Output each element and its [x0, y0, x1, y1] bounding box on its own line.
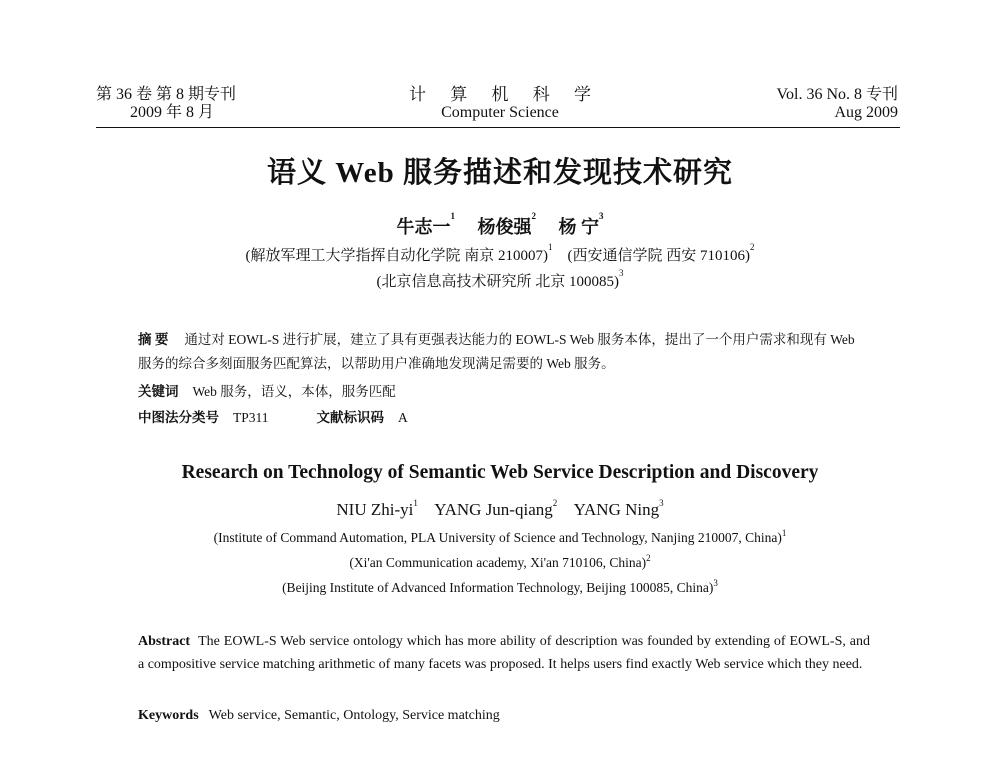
affiliation-cn: (北京信息高技术研究所 北京 100085)	[376, 274, 619, 290]
author-name: 杨 宁	[558, 217, 599, 237]
abstract-cn-label: 摘 要	[138, 332, 169, 347]
affil-mark: 1	[781, 528, 787, 538]
affil-mark: 3	[713, 578, 718, 588]
affiliations-cn-line2	[0, 270, 1000, 291]
abstract-en-label: Abstract	[138, 634, 191, 649]
keywords-en-text: Web service, Semantic, Ontology, Service matching	[208, 708, 500, 723]
affil-mark: 3	[619, 268, 624, 278]
header-date-en: Aug 2009	[834, 104, 898, 121]
keywords-en	[138, 708, 500, 724]
affiliation-en-text: (Institute of Command Automation, PLA University of Science and Technology, Nanjing 210007, China)	[213, 530, 782, 545]
author-name: 杨俊强	[477, 217, 532, 237]
affiliation-cn: (解放军理工大学指挥自动化学院 南京 210007)	[245, 248, 548, 264]
author-name: 牛志一	[396, 217, 451, 237]
affil-mark: 1	[548, 242, 553, 252]
affiliation-en	[0, 580, 1000, 596]
author-affil-mark: 1	[413, 498, 418, 508]
document-code-label: 文献标识码	[316, 410, 385, 425]
document-code: A	[398, 410, 408, 425]
header-rule	[96, 127, 900, 128]
header-journal-cn: 计 算 机 科 学	[409, 85, 601, 104]
author-affil-mark: 2	[531, 211, 536, 221]
author-affil-mark: 2	[552, 498, 558, 508]
author-name: YANG Ning	[573, 500, 660, 519]
affiliation-en-text: (Beijing Institute of Advanced Information Technology, Beijing 100085, China)	[282, 580, 714, 595]
author-name: YANG Jun-qiang	[434, 500, 553, 519]
affiliation-en	[0, 530, 1000, 546]
paper-title-en: Research on Technology of Semantic Web Service Description and Discovery	[181, 462, 819, 483]
classification-cn	[138, 406, 408, 426]
affiliation-cn: (西安通信学院 西安 710106)	[567, 248, 750, 264]
keywords-cn-label: 关键词	[138, 384, 179, 399]
abstract-cn-text: 通过对 EOWL-S 进行扩展，建立了具有更强表达能力的 EOWL-S Web 服务本体，提出了一个用户需求和现有 Web 服务的综合多刻面服务匹配算法，以帮助用户准确地发现满足需要的 Web 服务。	[138, 332, 855, 371]
abstract-en	[138, 630, 870, 676]
classification-label: 中图法分类号	[138, 410, 219, 425]
affil-mark: 2	[646, 553, 651, 563]
keywords-en-label: Keywords	[138, 708, 199, 723]
affiliation-en	[0, 555, 1000, 571]
author-affil-mark: 3	[599, 211, 604, 221]
author-affil-mark: 1	[450, 211, 455, 221]
affil-mark: 2	[750, 242, 755, 252]
header-volume-info-en	[777, 86, 899, 122]
header-volume-en: Vol. 36 No. 8 专刊	[776, 86, 898, 103]
author-affil-mark: 3	[659, 498, 664, 508]
abstract-cn	[138, 328, 870, 376]
classification-code: TP311	[233, 410, 269, 425]
author-name: NIU Zhi-yi	[336, 500, 414, 519]
author-list-en	[0, 500, 1000, 520]
header-date-cn: 2009 年 8 月	[130, 104, 215, 121]
paper-title-cn: 语义 Web 服务描述和发现技术研究	[267, 157, 733, 189]
abstract-en-text: The EOWL-S Web service ontology which has more ability of description was founded by extending of EOWL-S, and a compositive service matching arithmetic of many facets was proposed. It helps users find exactly Web service which they need.	[138, 634, 870, 672]
affiliation-en-text: (Xi'an Communication academy, Xi'an 710106, China)	[349, 555, 647, 570]
keywords-cn-text: Web 服务，语义，本体，服务匹配	[192, 384, 396, 399]
keywords-cn	[138, 380, 396, 400]
author-list-cn	[0, 213, 1000, 239]
header-journal-en: Computer Science	[441, 104, 559, 121]
affiliations-cn-line1	[0, 244, 1000, 265]
header-volume-cn: 第 36 卷 第 8 期专刊	[96, 86, 237, 103]
